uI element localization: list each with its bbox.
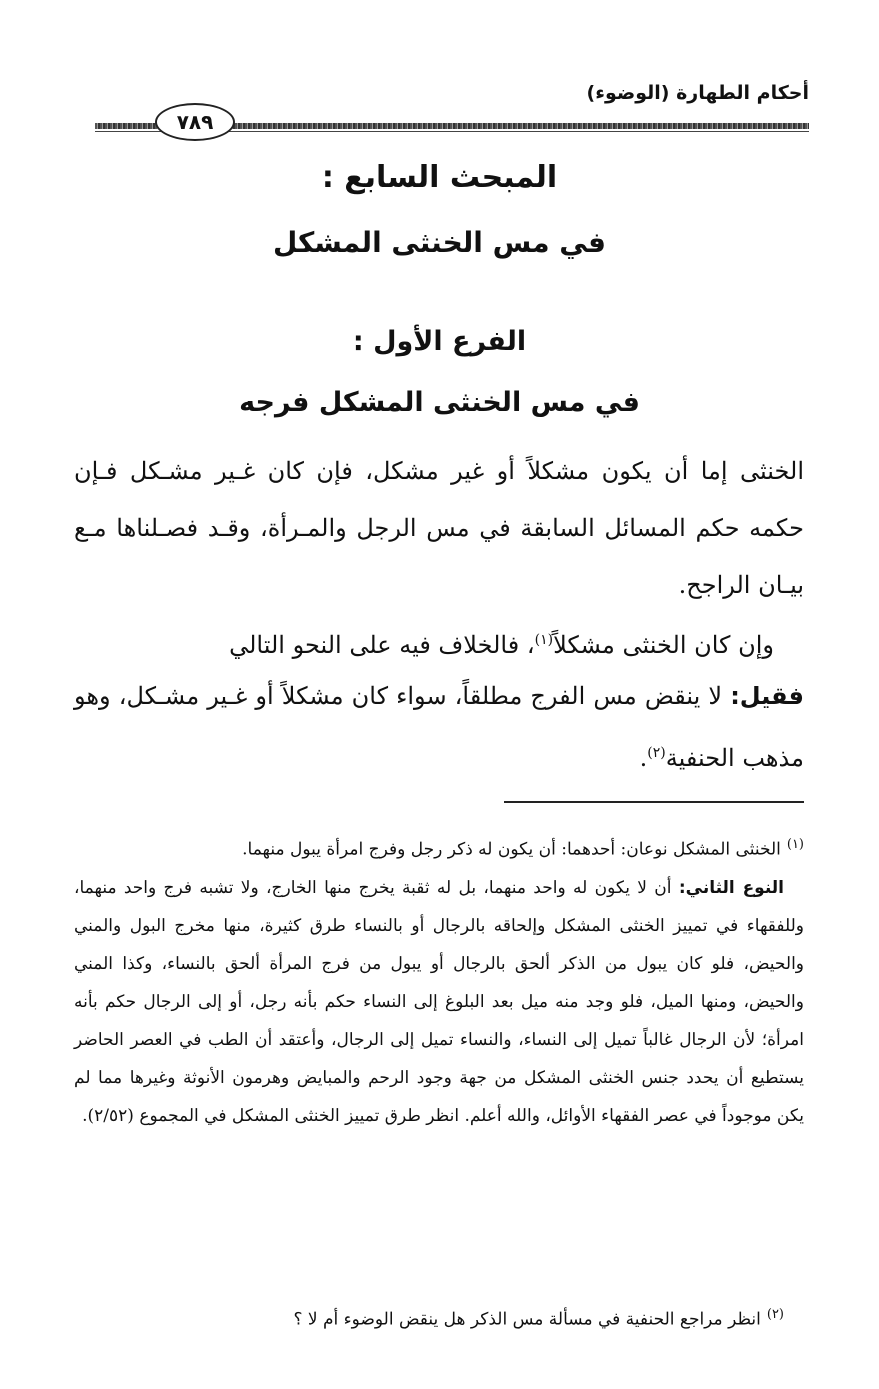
branch-heading: الفرع الأول : [352, 326, 527, 357]
section-heading: المبحث السابع : [321, 160, 558, 195]
page-number: ٧٨٩ [155, 103, 235, 141]
running-title: أحكام الطهارة (الوضوء) [586, 82, 809, 104]
footnote-1-body: أن لا يكون له واحد منهما، بل له ثقبة يخرج منها الخارج، ولا تشبه فرج واحد منهما، وللفقهاء في تمييز الخنثى المشكل وإلحاقه بالرجال أو بالنساء طرق كثيرة، منها مخرج البول والمني والحيض، فلو كان يبول من الذكر ألحق بالرجال أو يبول من فرج المرأة ألحق بالنساء، وكذا المني والحيض، ومنها الميل، فلو وجد منه ميل بعد البلوغ إلى النساء حكم بأنه رجل، أو إلى الرجال حكم بأنه امرأة؛ لأن الرجال غالباً تميل إلى النساء، والنساء تميل إلى الرجال، وأعتقد أن الطب في العصر الحاضر يستطيع أن يحدد جنس الخنثى المشكل من جهة وجود الرحم والمبايض وهرمون الأنوثة وغيرها مما لم يكن موجوداً في عصر الفقهاء الأوائل، والله أعلم. انظر طرق تمييز الخنثى المشكل في المجموع (٢/٥٢). [74, 877, 804, 1126]
section-title: في مس الخنثى المشكل [273, 226, 606, 259]
paragraph-3-end: . [639, 744, 648, 772]
paragraph-1: الخنثى إما أن يكون مشكلاً أو غير مشكل، فإن كان غـير مشـكل فـإن حكمه حكم المسائل السابقة في مس الرجل والمـرأة، وقـد فصـلناها مـع بيـان الراجح. [74, 457, 804, 599]
footnote-2-text: انظر مراجع الحنفية في مسألة مس الذكر هل ينقض الوضوء أم لا ؟ [293, 1309, 761, 1330]
footnote-2 [74, 1296, 804, 1339]
paragraph-2-rest: ، فالخلاف فيه على النحو التالي [229, 631, 535, 659]
footnote-2-mark: (٢) [766, 1307, 784, 1322]
footnote-1-line [74, 826, 804, 869]
paragraph-2 [74, 612, 804, 674]
footnote-1-para [74, 869, 804, 1135]
footnote-ref-1: (١) [534, 632, 554, 648]
footnote-1-text: الخنثى المشكل نوعان: أحدهما: أن يكون له ذكر رجل وفرج امرأة يبول منهما. [242, 839, 781, 860]
footnote-1 [74, 826, 804, 1135]
footnote-separator [504, 801, 804, 803]
paragraph-3-text: لا ينقض مس الفرج مطلقاً، سواء كان مشكلاً أو غـير مشـكل، وهو مذهب الحنفية [74, 682, 804, 772]
branch-title: في مس الخنثى المشكل فرجه [239, 387, 640, 418]
paragraph-3 [74, 668, 804, 787]
footnote-ref-2: (٢) [647, 745, 666, 761]
paragraph-2-text: وإن كان الخنثى مشكلاً [553, 631, 774, 659]
footnote-1-lead: النوع الثاني: [678, 877, 784, 898]
paragraph-3-lead: فقيل: [730, 682, 804, 710]
footnote-1-mark: (١) [786, 837, 804, 852]
